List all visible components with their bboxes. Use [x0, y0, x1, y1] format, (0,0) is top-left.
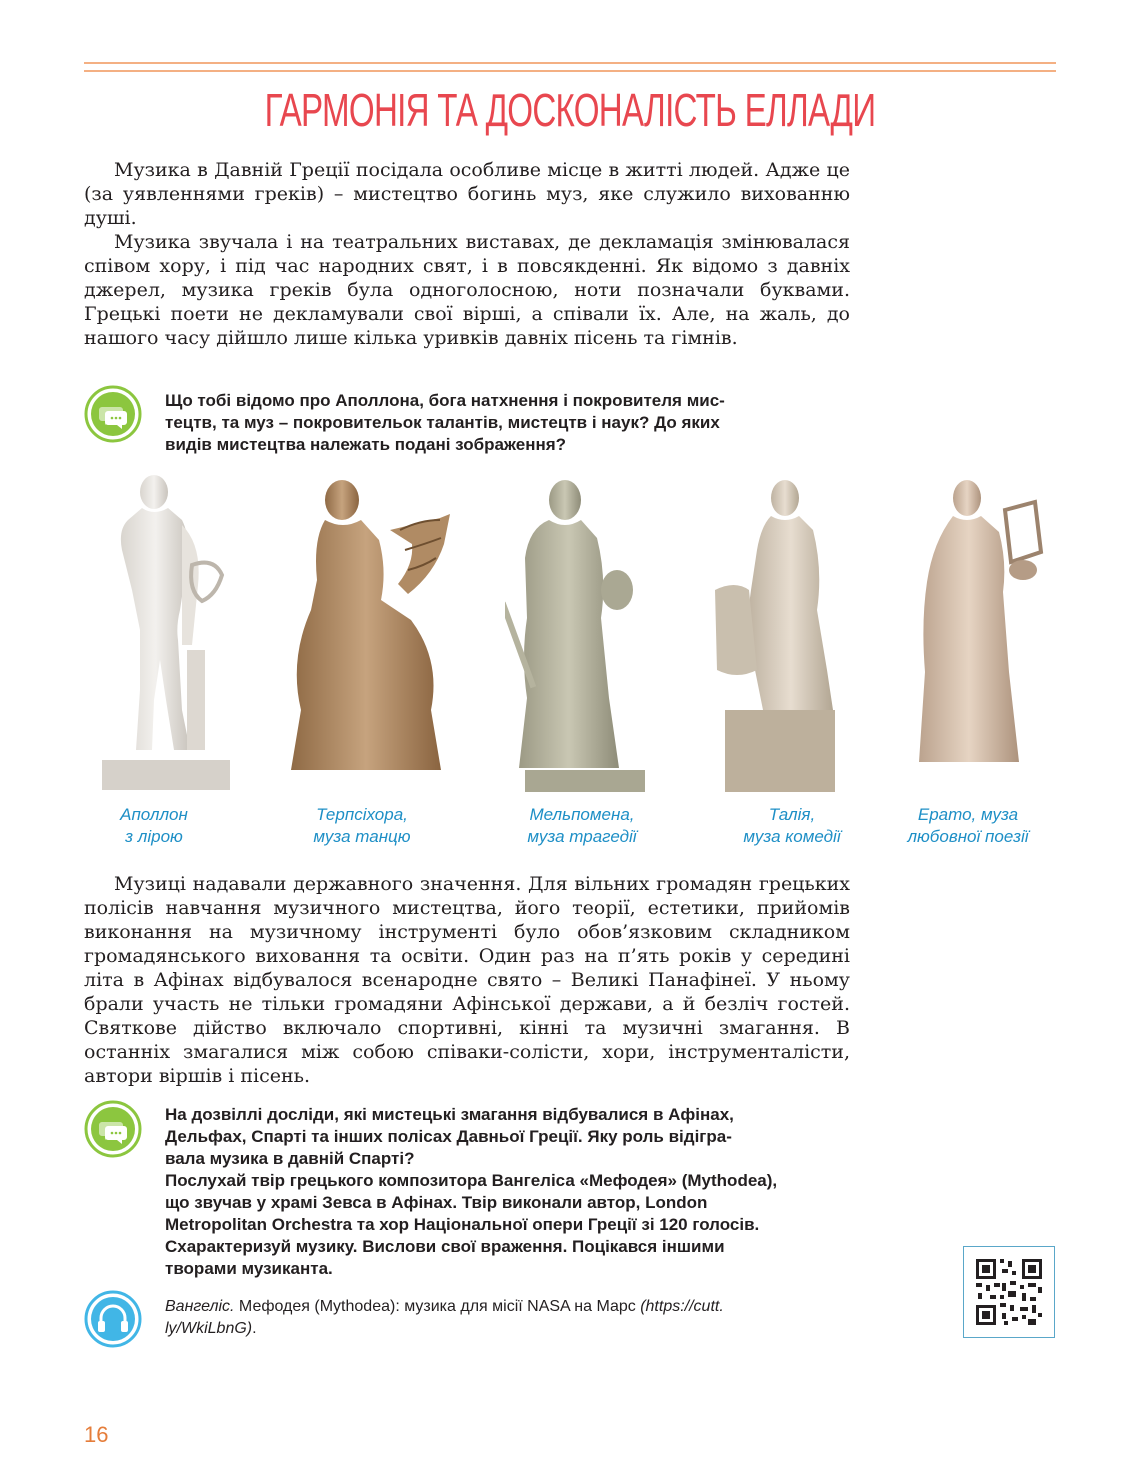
terpsichore-statue-image: [280, 470, 470, 795]
question-1-line: Що тобі відомо про Аполлона, бога натхнення і покровителя мис-: [165, 391, 725, 410]
question-1-line: видів мистецтва належать подані зображення?: [165, 435, 567, 454]
question-2: [165, 1104, 851, 1280]
question-1-line: тецтв, та муз – покровительок талантів, мистецтв і наук? До яких: [165, 413, 720, 432]
question-2-line: Послухай твір грецького композитора Вангеліса «Мефодея» (Mythodea),: [165, 1171, 778, 1190]
link-part-1[interactable]: (https://cutt.: [640, 1298, 724, 1315]
thalia-statue-image: [705, 470, 855, 795]
headphones-icon: [84, 1290, 142, 1348]
caption-line: любовної поезії: [907, 827, 1029, 846]
caption-line: муза трагедії: [527, 827, 637, 846]
erato-statue-image: [905, 470, 1055, 795]
caption-thalia: [712, 804, 872, 848]
page-number: 16: [84, 1422, 109, 1447]
caption-line: муза комедії: [743, 827, 841, 846]
qr-code-icon: [964, 1247, 1054, 1337]
question-2-line: Metropolitan Orchestra та хор Національної опери Греції зі 120 голосів.: [165, 1215, 760, 1234]
melpomene-statue-image: [505, 470, 660, 795]
composer-name: Вангеліс.: [165, 1298, 235, 1315]
question-2-line: творами музиканта.: [165, 1259, 333, 1278]
caption-line: муза танцю: [313, 827, 411, 846]
question-2-line: Дельфах, Спарті та інших полісах Давньої Греції. Яку роль відігра-: [165, 1127, 732, 1146]
intro-paragraph-1: Музика в Давній Греції посідала особливе місце в житті людей. Адже це (за уявленнями греків) – мистецтво богинь муз, яке служило вихованню душі.: [84, 159, 850, 229]
intro-text: [84, 158, 850, 350]
caption-apollo: [74, 804, 234, 848]
listen-reference: [165, 1296, 855, 1340]
body-text: [84, 872, 850, 1088]
question-2-line: На дозвіллі досліди, які мистецькі змагання відбувалися в Афінах,: [165, 1105, 734, 1124]
qr-code[interactable]: [963, 1246, 1055, 1338]
link-part-2[interactable]: ly/WkiLbnG): [165, 1320, 253, 1337]
question-2-line: вала музика в давній Спарті?: [165, 1149, 415, 1168]
intro-paragraph-2: Музика звучала і на театральних виставах, де декламація змінювалася співом хору, і під час народних свят, і в повсякденні. Як відомо з давніх джерел, музика греків була одноголосною, ноти позначали буквами. Грецькі поети не декламували свої вірші, а співали їх. Але, на жаль, до нашого часу дійшло лише кілька уривків давніх пісень та гімнів.: [84, 231, 850, 349]
page-title: ГАРМОНІЯ ТА ДОСКОНАЛІСТЬ ЕЛЛАДИ: [264, 84, 876, 136]
chat-bubbles-icon: [84, 385, 142, 443]
caption-line: з лірою: [125, 827, 183, 846]
caption-line: Ерато, муза: [917, 805, 1019, 824]
top-rule-2: [84, 70, 1056, 72]
question-1: [165, 390, 851, 456]
caption-erato: [888, 804, 1048, 848]
link-end: .: [252, 1320, 257, 1337]
caption-line: Аполлон: [120, 805, 188, 824]
question-2-line: Схарактеризуй музику. Вислови свої враження. Поцікався іншими: [165, 1237, 725, 1256]
work-title: Мефодея (Mythodea): музика для місії NASA на Марс: [234, 1298, 641, 1315]
top-rule: [84, 62, 1056, 64]
body-paragraph: Музиці надавали державного значення. Для вільних громадян грецьких полісів навчання музичного мистецтва, його теорії, естетики, прийомів виконання на музичному інструменті було обов’язковим складником громадянського виховання та освіти. Один раз на п’ять років у середині літа в Афінах відбувалося всенародне свято – Великі Панафінеї. У ньому брали участь не тільки громадяни Афінської держави, а й безліч гостей. Святкове дійство включало спортивні, кінні та музичні змагання. В останніх змагалися між собою співаки-солісти, хори, інструменталісти, автори віршів і пісень.: [84, 873, 850, 1087]
caption-melpomene: [502, 804, 662, 848]
apollo-statue-image: [92, 470, 242, 795]
chat-bubbles-icon: [84, 1100, 142, 1158]
caption-line: Талія,: [768, 805, 816, 824]
caption-line: Терпсіхора,: [316, 805, 408, 824]
caption-terpsichore: [282, 804, 442, 848]
caption-line: Мельпомена,: [529, 805, 635, 824]
question-2-line: що звучав у храмі Зевса в Афінах. Твір виконали автор, London: [165, 1193, 708, 1212]
